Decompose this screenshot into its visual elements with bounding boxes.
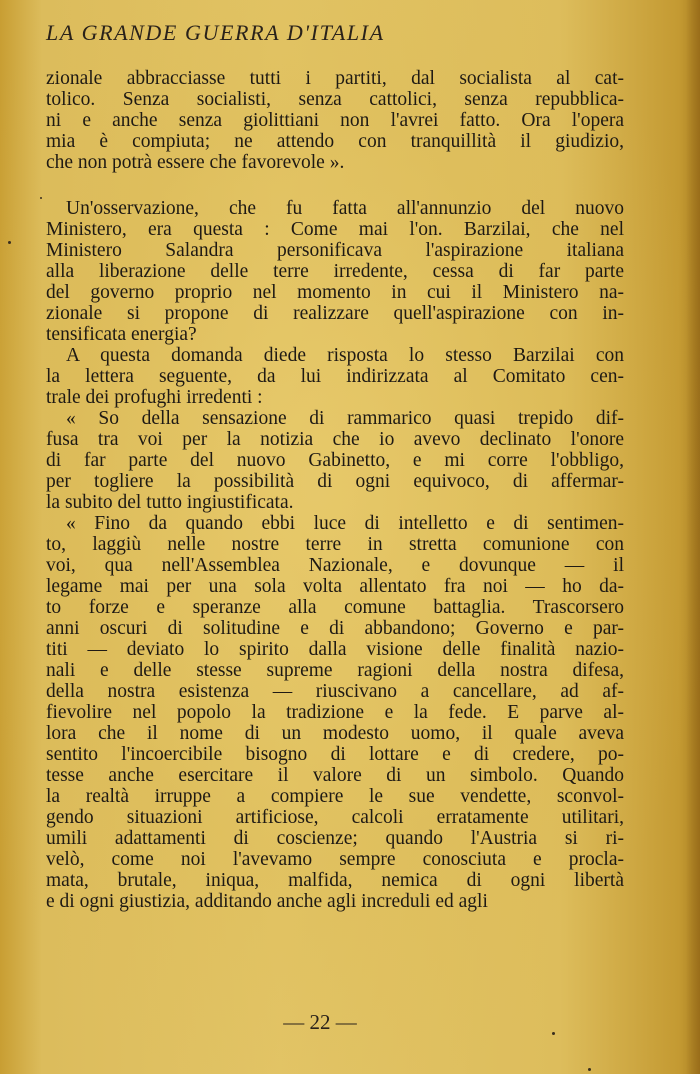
text-line: Ministero Salandra personificava l'aspirazione italiana — [46, 240, 624, 261]
text-line: di far parte del nuovo Gabinetto, e mi corre l'obbligo, — [46, 450, 624, 471]
text-line: la lettera seguente, da lui indirizzata al Comitato cen- — [46, 366, 624, 387]
page-number: — 22 — — [283, 1010, 357, 1034]
text-line: A questa domanda diede risposta lo stesso Barzilai con — [66, 345, 624, 366]
text-line: umili adattamenti di coscienze; quando l'Austria si ri- — [46, 828, 624, 849]
text-line: ni e anche senza giolittiani non l'avrei fatto. Ora l'opera — [46, 110, 624, 131]
text-line: fievolire nel popolo la tradizione e la fede. E parve al- — [46, 702, 624, 723]
paragraph — [46, 198, 624, 345]
ink-speck — [552, 1032, 555, 1035]
text-line: del governo proprio nel momento in cui il Ministero na- — [46, 282, 624, 303]
text-line: voi, qua nell'Assemblea Nazionale, e dovunque — il — [46, 555, 624, 576]
text-line: tesse anche esercitare il valore di un simbolo. Quando — [46, 765, 624, 786]
text-line: e di ogni giustizia, additando anche agli increduli ed agli — [46, 891, 488, 912]
text-line: alla liberazione delle terre irredente, cessa di far parte — [46, 261, 624, 282]
text-line: zionale abbracciasse tutti i partiti, dal socialista al cat- — [46, 68, 624, 89]
text-line: gendo situazioni artificiose, calcoli erratamente utilitari, — [46, 807, 624, 828]
text-line: velò, come noi l'avevamo sempre conosciuta e procla- — [46, 849, 624, 870]
text-line: to forze e speranze alla comune battaglia. Trascorsero — [46, 597, 624, 618]
text-line: nali e delle stesse supreme ragioni della nostra difesa, — [46, 660, 624, 681]
text-line: tensificata energia? — [46, 324, 197, 345]
text-line: la subito del tutto ingiustificata. — [46, 492, 294, 513]
text-line: tolico. Senza socialisti, senza cattolici, senza repubblica- — [46, 89, 624, 110]
text-line: la realtà irruppe a compiere le sue vendette, sconvol- — [46, 786, 624, 807]
text-line: sentito l'incoercibile bisogno di lottare e di credere, po- — [46, 744, 624, 765]
ink-speck — [8, 241, 11, 244]
text-line: legame mai per una sola volta allentato fra noi — ho da- — [46, 576, 624, 597]
text-line: che non potrà essere che favorevole ». — [46, 152, 345, 173]
text-line: titi — deviato lo spirito dalla visione delle finalità nazio- — [46, 639, 624, 660]
section-gap — [46, 173, 624, 198]
text-line: to, laggiù nelle nostre terre in stretta comunione con — [46, 534, 624, 555]
text-line: mata, brutale, iniqua, malfida, nemica di ogni libertà — [46, 870, 624, 891]
paragraph — [46, 345, 624, 408]
text-line: fusa tra voi per la notizia che io avevo declinato l'onore — [46, 429, 624, 450]
paragraph — [46, 68, 624, 173]
text-line: « Fino da quando ebbi luce di intelletto e di sentimen- — [66, 513, 624, 534]
text-line: lora che il nome di un modesto uomo, il quale aveva — [46, 723, 624, 744]
text-line: Ministero, era questa : Come mai l'on. Barzilai, che nel — [46, 219, 624, 240]
text-line: anni oscuri di solitudine e di abbandono; Governo e par- — [46, 618, 624, 639]
body-text — [46, 68, 624, 912]
ink-speck — [40, 197, 42, 199]
running-head: LA GRANDE GUERRA D'ITALIA — [46, 20, 385, 45]
ink-speck — [588, 1068, 591, 1071]
text-line: Un'osservazione, che fu fatta all'annunzio del nuovo — [66, 198, 624, 219]
text-line: mia è compiuta; ne attendo con tranquillità il giudizio, — [46, 131, 624, 152]
text-line: per togliere la possibilità di ogni equivoco, di affermar- — [46, 471, 624, 492]
text-line: della nostra esistenza — riuscivano a cancellare, ad af- — [46, 681, 624, 702]
paragraph — [46, 408, 624, 513]
paragraph — [46, 513, 624, 912]
text-line: trale dei profughi irredenti : — [46, 387, 263, 408]
text-line: zionale si propone di realizzare quell'aspirazione con in- — [46, 303, 624, 324]
text-line: « So della sensazione di rammarico quasi trepido dif- — [66, 408, 624, 429]
